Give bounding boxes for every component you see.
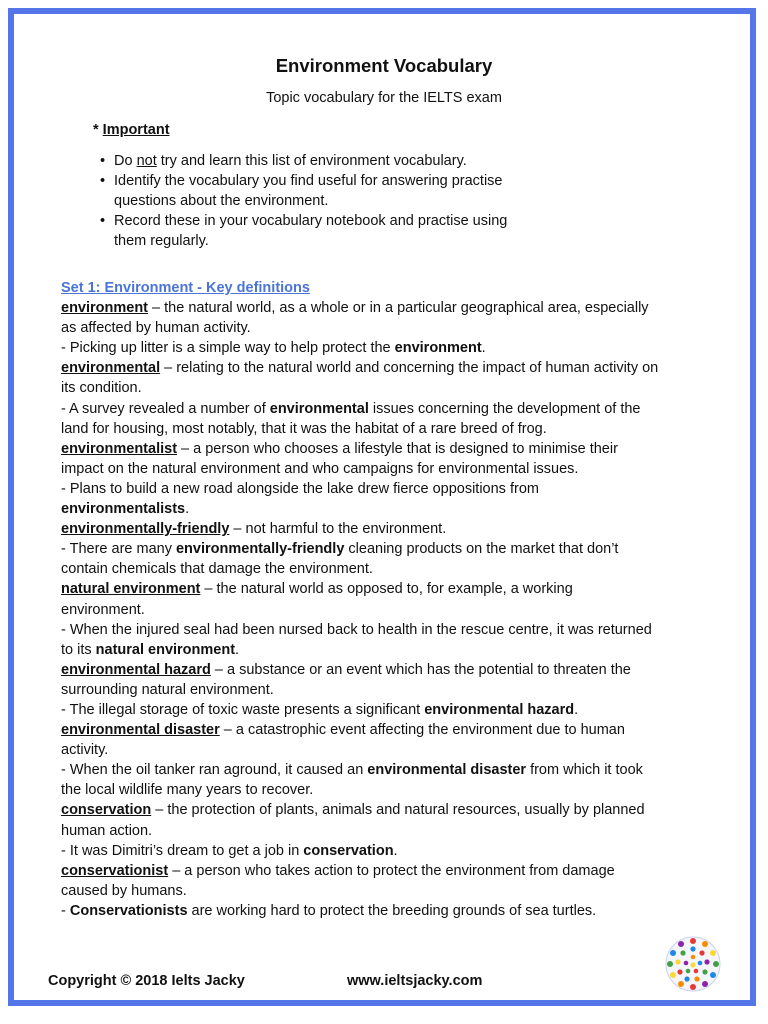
definition-text: – a person who takes action to protect the environment from damage: [168, 862, 615, 879]
example-line: [61, 841, 717, 861]
page-title: Environment Vocabulary: [275, 55, 493, 76]
example-line: [61, 901, 717, 921]
definition-text: activity.: [61, 742, 109, 759]
vocab-term: natural environment: [61, 581, 201, 598]
bullet-text: try and learn this list of environment vocabulary.: [156, 153, 467, 169]
example-text: from which it took: [526, 762, 643, 779]
example-text: cleaning products on the market that don’t: [344, 541, 619, 558]
list-item: [114, 211, 554, 251]
bullet-text: Do: [114, 153, 137, 169]
example-term: environmentally-friendly: [175, 541, 345, 558]
example-term: environmentalists: [61, 501, 186, 518]
bullet-text: questions about the environment.: [114, 193, 329, 209]
vocab-term: environmentalist: [61, 440, 178, 457]
bullet-text: Identify the vocabulary you find useful for answering practise: [114, 173, 503, 189]
definition-text: as affected by human activity.: [61, 320, 251, 337]
important-label: [93, 122, 170, 138]
example-text: - There are many: [61, 541, 176, 558]
example-text: to its: [61, 641, 96, 658]
example-text: - When the oil tanker ran aground, it caused an: [61, 762, 368, 779]
definition-text: – relating to the natural world and concerning the impact of human activity on: [160, 360, 659, 377]
example-text: land for housing, most notably, that it was the habitat of a rare breed of frog.: [61, 420, 547, 437]
vocab-term: environmental hazard: [61, 661, 211, 678]
definition-text: – a substance or an event which has the potential to threaten the: [210, 661, 631, 678]
set-heading: Set 1: Environment - Key definitions: [61, 280, 310, 296]
important-text: Important: [102, 122, 170, 138]
bullet-emphasis: not: [136, 153, 157, 169]
example-text: .: [393, 842, 398, 859]
definition-line: [61, 579, 717, 599]
example-text: contain chemicals that damage the environment.: [61, 561, 373, 578]
definition-text: surrounding natural environment.: [61, 681, 274, 698]
example-line: [61, 700, 717, 720]
example-line: [61, 499, 717, 519]
important-star: *: [93, 122, 103, 138]
definition-line: [61, 439, 717, 459]
example-term: conservation: [303, 842, 394, 859]
example-term: environmental disaster: [367, 762, 527, 779]
instructions-list: [114, 151, 554, 251]
definition-line: [61, 861, 717, 881]
example-text: .: [235, 641, 240, 658]
example-text: .: [481, 340, 486, 357]
example-term: natural environment: [95, 641, 236, 658]
vocab-term: environment: [61, 300, 149, 317]
example-text: - The illegal storage of toxic waste presents a significant: [61, 701, 425, 718]
vocab-term: environmental: [61, 360, 161, 377]
example-term: environmental: [269, 400, 369, 417]
definition-line: [61, 298, 717, 318]
definition-text: environment.: [61, 601, 145, 618]
page-subtitle: Topic vocabulary for the IELTS exam: [266, 90, 502, 106]
definition-text: – a person who chooses a lifestyle that is designed to minimise their: [177, 440, 618, 457]
example-text: are working hard to protect the breeding grounds of sea turtles.: [187, 902, 597, 919]
example-text: - When the injured seal had been nursed back to health in the rescue centre, it was returned: [61, 621, 652, 638]
definition-line: [61, 660, 717, 680]
example-term: Conservationists: [69, 902, 188, 919]
vocab-term: environmental disaster: [61, 722, 220, 739]
example-line: [61, 338, 717, 358]
definition-text: its condition.: [61, 380, 142, 397]
example-text: the local wildlife many years to recover.: [61, 782, 314, 799]
copyright-text: Copyright © 2018 Ielts Jacky: [48, 973, 245, 989]
list-item: [114, 151, 554, 171]
example-term: environmental hazard: [424, 701, 575, 718]
example-text: .: [574, 701, 579, 718]
example-text: - Picking up litter is a simple way to help protect the: [61, 340, 395, 357]
example-text: .: [185, 501, 190, 518]
definition-line: [61, 519, 717, 539]
example-text: - Plans to build a new road alongside the lake drew fierce oppositions from: [61, 480, 539, 497]
definitions-section: [61, 278, 717, 921]
example-term: environment: [394, 340, 482, 357]
definition-text: impact on the natural environment and who campaigns for environmental issues.: [61, 460, 579, 477]
definition-text: – the protection of plants, animals and natural resources, usually by planned: [151, 802, 645, 819]
bullet-text: them regularly.: [114, 233, 209, 249]
definition-line: [61, 720, 717, 740]
list-item: [114, 171, 554, 211]
example-text: - A survey revealed a number of: [61, 400, 270, 417]
definition-text: – the natural world as opposed to, for example, a working: [200, 581, 573, 598]
example-text: issues concerning the development of the: [368, 400, 641, 417]
example-text: - It was Dimitri’s dream to get a job in: [61, 842, 304, 859]
definition-text: – not harmful to the environment.: [229, 521, 447, 538]
definition-line: [61, 800, 717, 820]
people-circle-logo-icon: [662, 935, 724, 993]
bullet-text: Record these in your vocabulary notebook and practise using: [114, 213, 508, 229]
example-line: [61, 399, 717, 419]
vocab-term: conservationist: [61, 862, 169, 879]
definition-text: human action.: [61, 822, 153, 839]
example-line: [61, 640, 717, 660]
definition-text: – the natural world, as a whole or in a particular geographical area, especially: [148, 300, 649, 317]
definition-text: caused by humans.: [61, 882, 187, 899]
definition-line: [61, 358, 717, 378]
vocab-term: conservation: [61, 802, 152, 819]
example-text: -: [61, 902, 70, 919]
example-line: [61, 539, 717, 559]
definition-text: – a catastrophic event affecting the environment due to human: [219, 722, 625, 739]
website-link[interactable]: www.ieltsjacky.com: [347, 973, 483, 989]
vocab-term: environmentally-friendly: [61, 521, 230, 538]
example-line: [61, 760, 717, 780]
